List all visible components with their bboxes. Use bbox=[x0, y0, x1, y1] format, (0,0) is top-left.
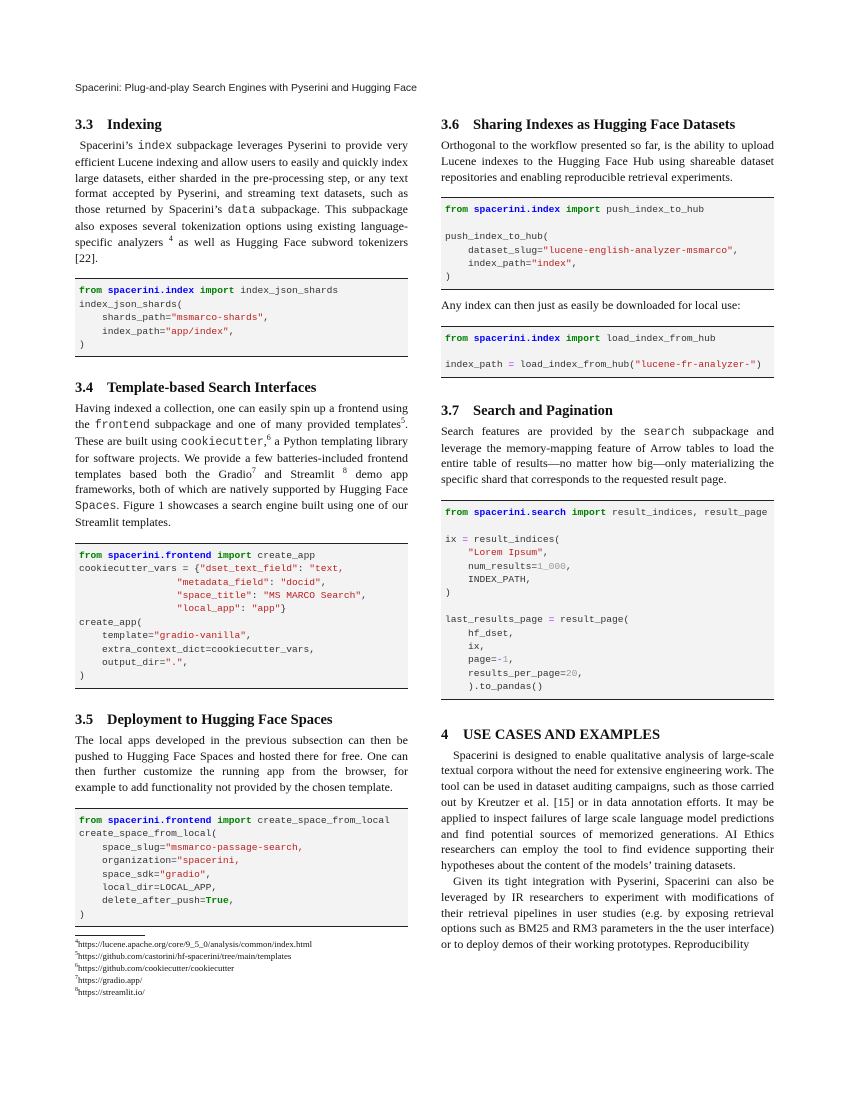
code-line bbox=[445, 600, 770, 613]
code-line: space_slug="msmarco-passage-search, bbox=[79, 841, 304, 853]
section-title-text: Search and Pagination bbox=[473, 402, 613, 419]
code-block-create-app bbox=[75, 543, 408, 689]
paragraph-indexing: Spacerini’s index subpackage leverages Pyserini to provide very efficient Lucene indexing and allow users to easily and quickly index large datasets, either sharded in the pre-processing step, or any text format accepted by Pyserini, and streaming text datasets, such as those returned by Spacerini’s data subpackage. This subpackage also exposes several tokenization options using existing language-specific analyzers $^4$ as well as Hugging Face subword tokenizers [22]. bbox=[75, 138, 409, 265]
code-line: space_sdk="gradio", bbox=[79, 868, 212, 880]
code-line: organization="spacerini, bbox=[79, 855, 241, 867]
code-line: from spacerini.index import index_json_shards bbox=[79, 285, 339, 297]
code-line bbox=[445, 345, 770, 358]
code-line: ix = result_indices( bbox=[445, 533, 561, 545]
code-line: local_dir=LOCAL_APP, bbox=[79, 882, 218, 894]
code-block-create-space bbox=[75, 808, 408, 927]
code-line: delete_after_push=True, bbox=[79, 895, 235, 907]
footnotes bbox=[75, 938, 408, 998]
code-line: index_path="app/index", bbox=[79, 325, 235, 337]
paragraph-deployment: The local apps developed in the previous subsection can then be pushed to Hugging Face Spaces and hosted there for free. One can then further customize the running app from the browser, for example to add functionality not provided by the chosen template. bbox=[75, 732, 408, 795]
code-line: dataset_slug="lucene-english-analyzer-msmarco", bbox=[445, 244, 739, 256]
code-line: "metadata_field": "docid", bbox=[176, 576, 327, 588]
left-column bbox=[75, 116, 408, 998]
right-column bbox=[441, 116, 774, 953]
section-number: 4 bbox=[441, 726, 449, 743]
code-line: ix, bbox=[445, 641, 486, 653]
code-block-search bbox=[441, 500, 774, 700]
code-line: shards_path="msmarco-shards", bbox=[79, 312, 270, 324]
footnote: $^4$https://lucene.apache.org/core/9_5_0/analysis/common/index.html bbox=[75, 939, 313, 950]
running-head: Spacerini: Plug-and-play Search Engines with Pyserini and Hugging Face bbox=[75, 82, 418, 94]
section-heading-4 bbox=[441, 726, 774, 744]
code-line: ) bbox=[79, 908, 85, 920]
section-heading-3-7 bbox=[441, 402, 774, 420]
code-line: cookiecutter_vars = {"dset_text_field": "text, bbox=[79, 563, 344, 575]
footnote: $^8$https://streamlit.io/ bbox=[75, 987, 145, 998]
footnote: $^7$https://gradio.app/ bbox=[75, 975, 143, 986]
code-block-index-json-shards bbox=[75, 278, 408, 357]
section-heading-3-5 bbox=[75, 711, 408, 729]
paragraph-search-pagination: Search features are provided by the search subpackage and leverage the memory-mapping feature of Arrow tables to load the entire table of results—no matter how big—only materializing the specific shard that corresponds to the requested result page. bbox=[441, 423, 774, 487]
paragraph-use-cases-1: Spacerini is designed to enable qualitative analysis of large-scale textual corpora without the need for extensive engineering work. The tool can be used in dataset auditing campaigns, such as those carried out by Kreutzer et al. [15] or in data annotation efforts. It may be applied to inspect failures of large scale language model predictions and find potential sources of memorized generations. AI Ethics researchers can employ the tool to find evidence supporting their hypotheses about the content of the models’ training datasets. bbox=[441, 747, 774, 873]
section-heading-3-6 bbox=[441, 116, 774, 134]
code-line: num_results=1_000, bbox=[445, 560, 572, 572]
code-block-push-index bbox=[441, 197, 774, 289]
section-title-text: USE CASES AND EXAMPLES bbox=[463, 726, 661, 743]
code-line: INDEX_PATH, bbox=[445, 574, 532, 586]
section-heading-3-3 bbox=[75, 116, 408, 134]
code-line: results_per_page=20, bbox=[445, 667, 584, 679]
code-line: index_path = load_index_from_hub("lucene-fr-analyzer-") bbox=[445, 359, 762, 371]
section-number: 3.5 bbox=[75, 711, 94, 728]
paragraph-sharing-indexes: Orthogonal to the workflow presented so far, is the ability to upload Lucene indexes to the Hugging Face Hub using shareable dataset repositories and enabling reproducible retrieval experiments. bbox=[441, 138, 774, 184]
code-line: ) bbox=[79, 339, 85, 350]
code-line: "Lorem Ipsum", bbox=[468, 547, 549, 559]
code-line: create_space_from_local( bbox=[79, 828, 218, 840]
code-line: ) bbox=[445, 271, 451, 283]
code-line bbox=[445, 519, 770, 532]
section-title-text: Indexing bbox=[107, 117, 162, 133]
code-line: from spacerini.index import push_index_to_hub bbox=[445, 204, 705, 216]
footnote: $^5$https://github.com/castorini/hf-spacerini/tree/main/templates bbox=[75, 951, 292, 962]
footnote: $^6$https://github.com/cookiecutter/cookiecutter bbox=[75, 963, 235, 974]
paragraph-download-index: Any index can then just as easily be downloaded for local use: bbox=[441, 297, 741, 312]
section-number: 3.6 bbox=[441, 117, 460, 133]
section-heading-3-4 bbox=[75, 379, 408, 397]
code-line: extra_context_dict=cookiecutter_vars, bbox=[79, 643, 316, 655]
code-line: ) bbox=[79, 670, 85, 682]
code-line: output_dir=".", bbox=[79, 657, 189, 669]
code-line: ) bbox=[445, 587, 451, 599]
code-line: hf_dset, bbox=[445, 627, 515, 639]
code-line: index_json_shards( bbox=[79, 298, 183, 310]
section-number: 3.4 bbox=[75, 380, 94, 397]
code-line: create_app( bbox=[79, 616, 143, 628]
section-title-text: Template-based Search Interfaces bbox=[107, 380, 317, 397]
section-title-text: Sharing Indexes as Hugging Face Datasets bbox=[473, 117, 736, 133]
code-line: from spacerini.frontend import create_app bbox=[79, 549, 316, 561]
paragraph-template-interfaces: Having indexed a collection, one can easily spin up a frontend using the frontend subpackage and one of many provided templates$^5$. These are built using cookiecutter,$^6$ a Python templating library for software projects. We provide a few batteries-included frontend templates based both the Gradio$^7$ and Streamlit $^8$ demo app frameworks, both of which are natively supported by Hugging Face Spaces. Figure 1 showcases a search engine built using one of our Streamlit templates. bbox=[75, 401, 408, 529]
code-block-load-index bbox=[441, 326, 774, 378]
code-line: template="gradio-vanilla", bbox=[79, 630, 252, 642]
section-title-text: Deployment to Hugging Face Spaces bbox=[107, 711, 333, 728]
code-line: last_results_page = result_page( bbox=[445, 614, 630, 626]
code-line bbox=[445, 217, 770, 230]
code-line: from spacerini.frontend import create_space_from_local bbox=[79, 815, 390, 827]
code-line: ).to_pandas() bbox=[445, 681, 543, 693]
code-line: from spacerini.index import load_index_from_hub bbox=[445, 332, 716, 344]
code-line: from spacerini.search import result_indices, result_page bbox=[445, 507, 768, 518]
section-number: 3.7 bbox=[441, 402, 460, 419]
code-line: push_index_to_hub( bbox=[445, 231, 549, 243]
footnote-rule bbox=[75, 935, 145, 936]
code-line: "space_title": "MS MARCO Search", bbox=[176, 590, 367, 601]
code-line: "local_app": "app"} bbox=[176, 603, 287, 615]
code-line: page=-1, bbox=[445, 654, 515, 666]
code-line: index_path="index", bbox=[445, 258, 578, 269]
section-number: 3.3 bbox=[75, 117, 94, 133]
paragraph-use-cases-2: Given its tight integration with Pyserini, Spacerini can also be leveraged by IR researchers to experiment with modifications of their retrieval pipelines in user studies (e.g. by exposing retrieval options such as BM25 and RM3 parameters in the the user interface) or to deploy demos of their working prototypes. Reproducibility bbox=[441, 874, 774, 952]
